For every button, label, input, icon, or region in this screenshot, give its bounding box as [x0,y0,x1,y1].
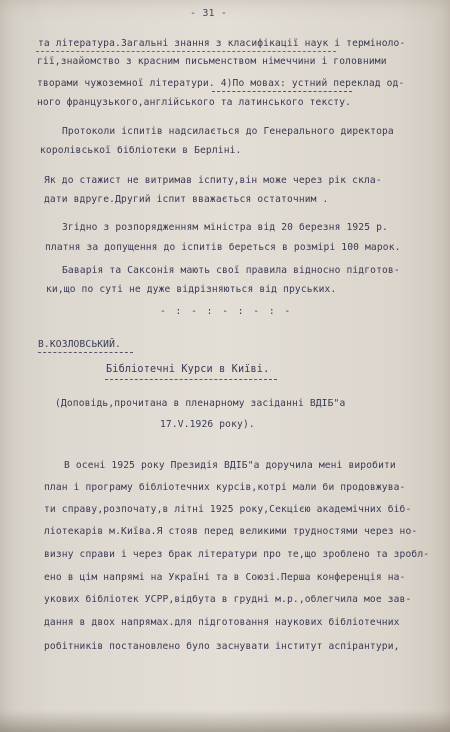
subtitle-line: 17.V.1926 року). [160,419,255,430]
article-title: Бібліотечні Курси в Київі. [106,364,270,375]
text-line: королівської бібліотеки в Берліні. [40,145,242,156]
author-underline [38,352,133,353]
text-line: робітників постановлено було заснувати інститут аспірантури, [44,641,400,652]
author-name: В.КОЗЛОВСЬКИЙ. [38,339,121,350]
section-divider: - : - : - : - : - [160,306,293,317]
text-line: дати вдруге.Другий іспит вважається остаточним . [44,194,329,205]
text-line: план і програму бібліотечних курсів,котрі мали би продовжува- [44,482,406,493]
text-line: Як до стажист не витримав іспиту,він може через рік скла- [44,175,382,186]
text-line: та література.Загальні знання з класифікації наук і терміноло- [38,38,406,49]
text-line: визну справи і через брак літератури про те,що зроблено та зробл- [44,549,430,560]
text-line: Баварія та Саксонія мають свої правила відносно підготов- [62,265,400,276]
text-line: творами чужоземної літератури. 4)По мовах: устний переклад од- [37,78,405,89]
title-underline [105,379,277,380]
typed-dash-line [212,91,352,92]
text-line: В осені 1925 року Президія ВДІБ"а доручила мені виробити [64,460,396,471]
text-line: ки,що по суті не дуже відрізняються від пруських. [46,284,337,295]
text-line: Протоколи іспитів надсилається до Генерального директора [62,126,394,137]
text-line: ти справу,розпочату,в літні 1925 року,Секцією академічних біб- [44,504,412,515]
text-line: платня за допущення до іспитів береться в розмірі 100 марок. [45,242,401,253]
text-line: укових бібліотек УСРР,відбута в грудні м.р.,облегчила мое зав- [44,594,412,605]
page-edge-shadow [0,710,450,732]
text-line: ного французького,англійського та латинського тексту. [37,97,352,108]
typed-dash-line [36,51,336,52]
text-line: Згідно з розпорядженням міністра від 20 березня 1925 р. [62,222,388,233]
text-line: дання в двох напрямах.для підготовання наукових бібліотечних [44,617,400,628]
text-line: ліотекарів м.Київа.Я стояв перед великими трудностями через но- [44,526,418,537]
text-line: ено в цім напрямі на Україні та в Союзі.Перша конференція на- [44,572,406,583]
page-number: - 31 - [190,8,228,19]
subtitle-line: (Доповідь,прочитана в пленарному засіданні ВДІБ"а [55,398,346,409]
text-line: гії,знайомство з красним письменством німеччини і головними [37,56,387,67]
